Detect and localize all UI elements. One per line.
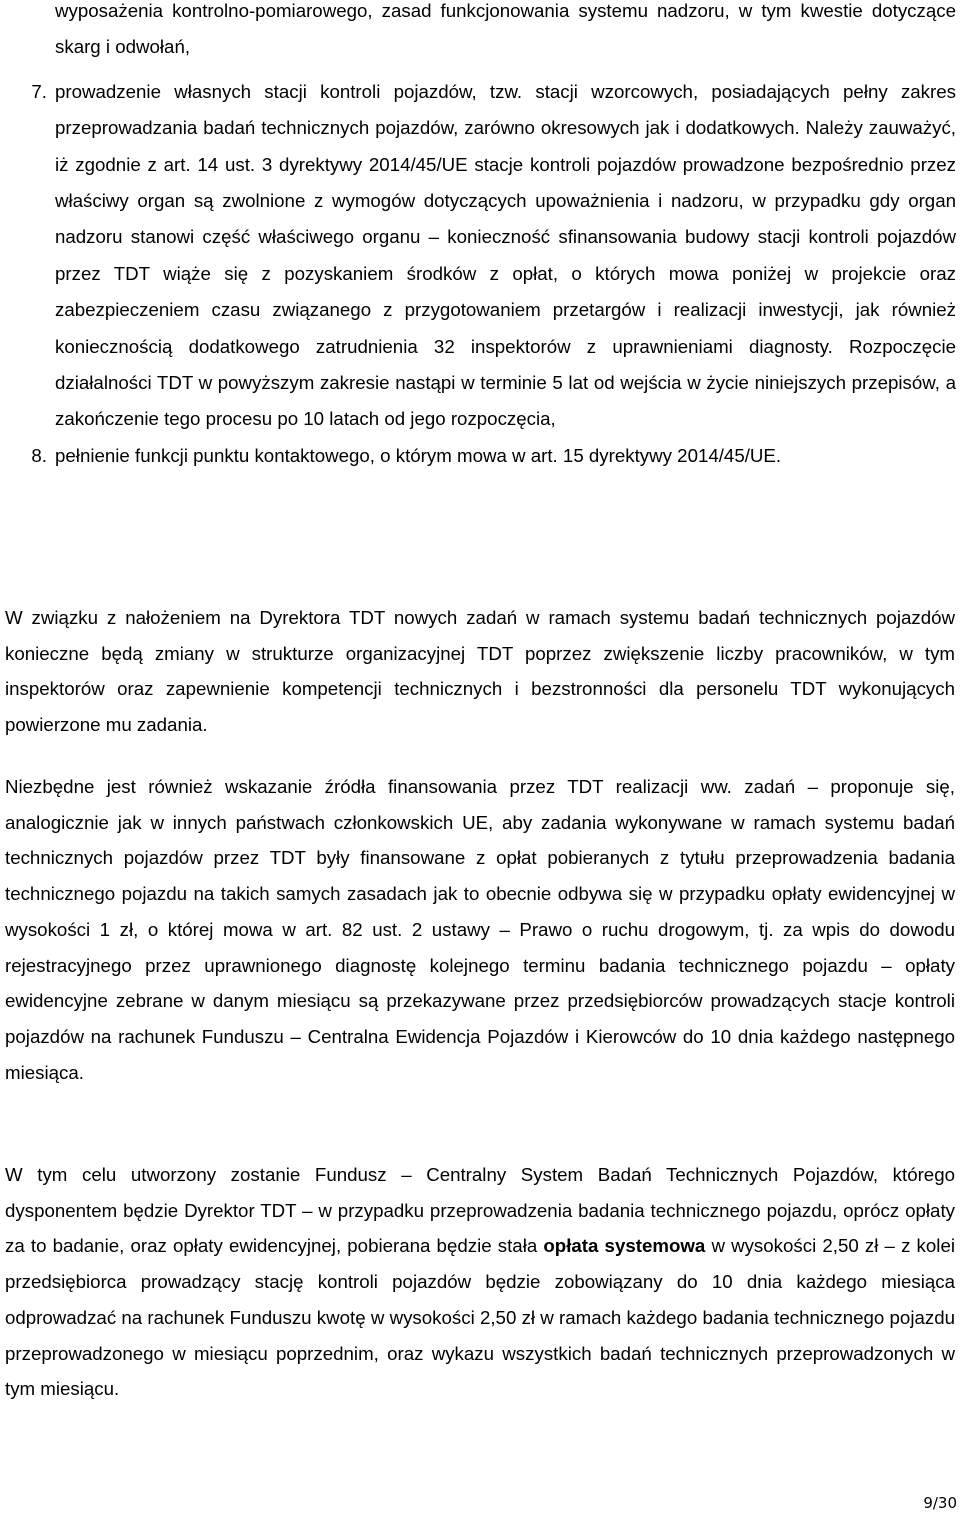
list-item-6-text: wyposażenia kontrolno-pomiarowego, zasad funkcjonowania systemu nadzoru, w tym kwestie dotyczące skarg i odwołań, [55, 0, 956, 58]
page-number: 9/30 [923, 1494, 957, 1512]
paragraph-2: Niezbędne jest również wskazanie źródła finansowania przez TDT realizacji ww. zadań – proponuje się, analogicznie jak w innych państwach członkowskich UE, aby zadania wykonywane w ramach systemu badań technicznych pojazdów przez TDT były finansowane z opłat pobieranych z tytułu przeprowadzenia badania technicznego pojazdu na takich samych zasadach jak to obecnie odbywa się w przypadku opłaty ewidencyjnej w wysokości 1 zł, o której mowa w art. 82 ust. 2 ustawy – Prawo o ruchu drogowym, tj. za wpis do dowodu rejestracyjnego przez uprawnionego diagnostę kolejnego terminu badania technicznego pojazdu – opłaty ewidencyjne zebrane w danym miesiącu są przekazywane przez przedsiębiorców prowadzących stacje kontroli pojazdów na rachunek Funduszu – Centralna Ewidencja Pojazdów i Kierowców do 10 dnia każdego następnego miesiąca. [5, 776, 955, 1083]
paragraph-3-text-before: W tym celu utworzony zostanie Fundusz – Centralny System Badań Technicznych Pojazdów, którego dysponentem będzie Dyrektor TDT – w przypadku przeprowadzenia badania technicznego pojazdu, oprócz opłaty za to badanie, oraz opłaty ewidencyjnej, pobierana będzie stała [5, 1164, 955, 1257]
list-item-8-text: pełnienie funkcji punktu kontaktowego, o którym mowa w art. 15 dyrektywy 2014/45/UE. [55, 444, 782, 466]
list-item-7-text: prowadzenie własnych stacji kontroli pojazdów, tzw. stacji wzorcowych, posiadających pełny zakres przeprowadzania badań technicznych pojazdów, zarówno okresowych jak i dodatkowych. Należy zauważyć, iż zgodnie z art. 14 ust. 3 dyrektywy 2014/45/UE stacje kontroli pojazdów prowadzone bezpośrednio przez właściwy organ są zwolnione z wymogów dotyczących upoważnienia i nadzoru, w przypadku gdy organ nadzoru stanowi część właściwego organu – konieczność sfinansowania budowy stacji kontroli pojazdów przez TDT wiąże się z pozyskaniem środków z opłat, o których mowa poniżej w projekcie oraz zabezpieczeniem czasu związanego z przygotowaniem przetargów i realizacji inwestycji, jak również koniecznością dodatkowego zatrudnienia 32 inspektorów z uprawnieniami diagnosty. Rozpoczęcie działalności TDT w powyższym zakresie nastąpi w terminie 5 lat od wejścia w życie niniejszych przepisów, a zakończenie tego procesu po 10 latach od jego rozpoczęcia, [55, 80, 956, 430]
list-item-7 [7, 74, 956, 438]
numbered-list [7, 0, 956, 474]
paragraph-1: W związku z nałożeniem na Dyrektora TDT nowych zadań w ramach systemu badań technicznych pojazdów konieczne będą zmiany w strukturze organizacyjnej TDT poprzez zwiększenie liczby pracowników, w tym inspektorów oraz zapewnienie kompetencji technicznych i bezstronności dla personelu TDT wykonujących powierzone mu zadania. [5, 607, 955, 736]
list-item-8-number: 8. [31, 444, 47, 466]
paragraph-3 [5, 1157, 955, 1407]
list-item-7-number: 7. [31, 80, 47, 102]
paragraph-3-bold-term: opłata systemowa [543, 1235, 706, 1257]
list-item-8 [7, 438, 956, 474]
list-item-6-continuation [7, 0, 956, 66]
paragraph-3-text-after: w wysokości 2,50 zł – z kolei przedsiębiorca prowadzący stację kontroli pojazdów będzie zobowiązany do 10 dnia każdego miesiąca odprowadzać na rachunek Funduszu kwotę w wysokości 2,50 zł w ramach każdego badania technicznego pojazdu przeprowadzonego w miesiącu poprzednim, oraz wykazu wszystkich badań technicznych przeprowadzonych w tym miesiącu. [5, 1235, 955, 1400]
